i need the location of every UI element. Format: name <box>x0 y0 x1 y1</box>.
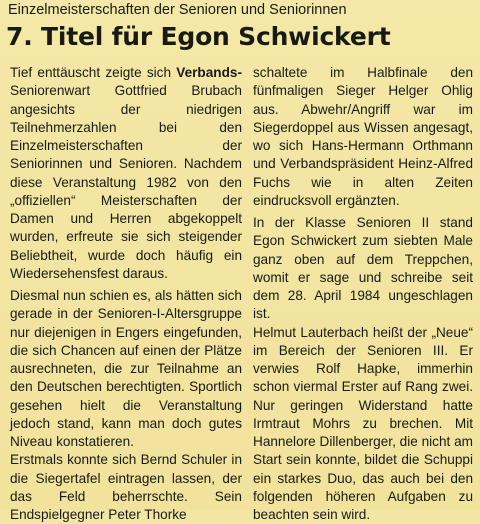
right-paragraph-3: Helmut Lauterbach heißt der „Neue“ im Bereich der Senioren III. Er verwies Rolf Hapke, immerhin schon viermal Erster auf Rang zwei. Nur geringen Widerstand hatte Irmtraut Mohrs zu brechen. Mit Hannelore Dillenberger, die nicht am Start sein konnte, bildet die Schuppi ein starkes Duo, das auch bei den folgenden höheren Aufgaben zu beachten sein wird. <box>253 324 473 524</box>
right-paragraph-2: In der Klasse Senioren II stand Egon Schwickert zum siebten Male ganz oben auf dem Treppchen, womit er sage und schreibe seit dem 28. April 1984 ungeschlagen ist. <box>253 214 473 324</box>
left-paragraph-2: Diesmal nun schien es, als hätten sich gerade in der Senioren-I-Altersgruppe nur diejenigen in Engers eingefunden, die sich Chancen auf einen der Plätze ausrechneten, die zur Teilnahme an den Deutschen berechtigten. Sportlich gesehen hielt die Veranstaltung jedoch stand, kann man doch gutes Niveau konstatieren. <box>10 287 242 451</box>
article-headline: 7. Titel für Egon Schwickert <box>6 22 390 51</box>
left-paragraph-3: Erstmals konnte sich Bernd Schuler in die Siegertafel eintragen lassen, der das Feld beherrschte. Sein Endspielgegner Peter Thorke <box>10 451 242 524</box>
left-paragraph-1-intro: Tief enttäuscht zeigte sich <box>10 65 176 80</box>
right-paragraph-1: schaltete im Halbfinale den fünfmaligen Sieger Helger Ohlig aus. Abwehr/Angriff war im Siegerdoppel aus Wissen angesagt, wo sich Hans-Hermann Orthmann und Verbandspräsident Heinz-Alfred Fuchs wie in alten Zeiten eindrucksvoll ergänzten. <box>253 64 473 210</box>
article-kicker: Einzelmeisterschaften der Senioren und Seniorinnen <box>8 2 347 18</box>
left-column <box>10 64 242 524</box>
left-paragraph-1-bold: Verbands- <box>176 65 242 80</box>
right-column <box>253 64 473 524</box>
left-paragraph-1 <box>10 64 242 283</box>
left-paragraph-1-body: Seniorenwart Gottfried Brubach angesichts der niedrigen Teilnehmerzahlen bei den Einzelmeisterschaften der Seniorinnen und Senioren. Nachdem diese Veranstaltung 1982 von den „offiziellen“ Meisterschaften der Damen und Herren abgekoppelt wurden, erfreute sie sich steigender Beliebtheit, wurde doch häufig ein Wiedersehensfest daraus. <box>10 83 242 281</box>
